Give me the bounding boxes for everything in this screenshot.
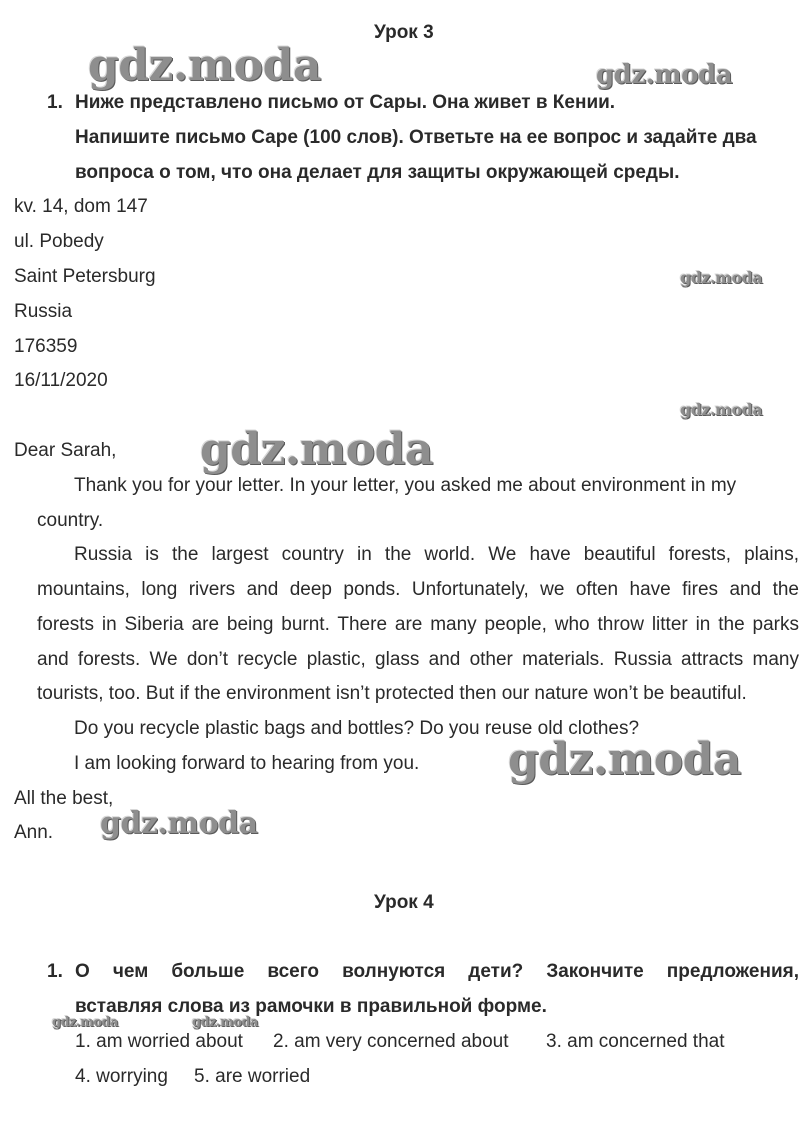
task-4-word: всего [267, 961, 320, 982]
answer-2: 2. am very concerned about [273, 1031, 509, 1052]
task-4-word: больше [171, 961, 245, 982]
watermark-logo: gdz.moda [88, 40, 322, 91]
task-line-2: Напишите письмо Саре (100 слов). Ответьте на ее вопрос и задайте два [75, 127, 757, 148]
address-postcode: 176359 [14, 336, 78, 357]
address-line-1: kv. 14, dom 147 [14, 196, 148, 217]
letter-closing: All the best, [14, 788, 114, 809]
watermark-logo: gdz.moda [192, 1015, 259, 1030]
letter-greeting: Dear Sarah, [14, 440, 117, 461]
task-4-number: 1. [47, 961, 63, 982]
answer-1: 1. am worried about [75, 1031, 243, 1052]
paragraph-2-line-1: Russia is the largest country in the world. We have beautiful forests, plains, [74, 544, 799, 565]
address-line-4: Russia [14, 301, 73, 322]
paragraph-1-line-1: Thank you for your letter. In your letter, you asked me about environment in my [74, 475, 737, 496]
watermark-logo: gdz.moda [200, 424, 434, 475]
paragraph-2-line-3: forests in Siberia are being burnt. There are many people, who throw litter in the parks [37, 614, 799, 635]
task-4-word: О [75, 961, 90, 982]
address-line-3: Saint Petersburg [14, 266, 156, 287]
task-line-1: Ниже представлено письмо от Сары. Она живет в Кении. [75, 92, 616, 113]
task-4-line-1 [75, 961, 799, 983]
paragraph-2-line-4: and forests. We don’t recycle plastic, glass and other materials. Russia attracts many [37, 649, 799, 670]
task-4-word: Закончите [546, 961, 644, 982]
task-4-word: предложения, [666, 961, 799, 982]
paragraph-1-line-2: country. [37, 510, 104, 531]
answer-4: 4. worrying [75, 1066, 168, 1087]
task-4-word: чем [112, 961, 149, 982]
address-line-2: ul. Pobedy [14, 231, 104, 252]
watermark-logo: gdz.moda [52, 1015, 119, 1030]
task-number: 1. [47, 92, 63, 113]
task-4-line-2: вставляя слова из рамочки в правильной форме. [75, 996, 547, 1017]
watermark-logo: gdz.moda [680, 268, 763, 287]
answer-3: 3. am concerned that [546, 1031, 725, 1052]
watermark-logo: gdz.moda [100, 806, 258, 841]
letter-signature: Ann. [14, 822, 54, 843]
answer-5: 5. are worried [194, 1066, 311, 1087]
task-4-word: волнуются [342, 961, 446, 982]
watermark-logo: gdz.moda [680, 400, 763, 419]
task-4-word: дети? [468, 961, 524, 982]
letter-date: 16/11/2020 [14, 370, 108, 391]
watermark-logo: gdz.moda [508, 734, 742, 785]
task-line-3: вопроса о том, что она делает для защиты окружающей среды. [75, 162, 680, 183]
paragraph-2-line-2: mountains, long rivers and deep ponds. Unfortunately, we often have fires and the [37, 579, 799, 600]
lesson-4-title: Урок 4 [374, 892, 434, 913]
lesson-3-title: Урок 3 [374, 22, 434, 43]
paragraph-4: I am looking forward to hearing from you. [74, 753, 420, 774]
paragraph-2-line-5: tourists, too. But if the environment isn’t protected then our nature won’t be beautiful. [37, 683, 747, 704]
watermark-logo: gdz.moda [596, 60, 733, 90]
paragraph-3: Do you recycle plastic bags and bottles? Do you reuse old clothes? [74, 718, 640, 739]
